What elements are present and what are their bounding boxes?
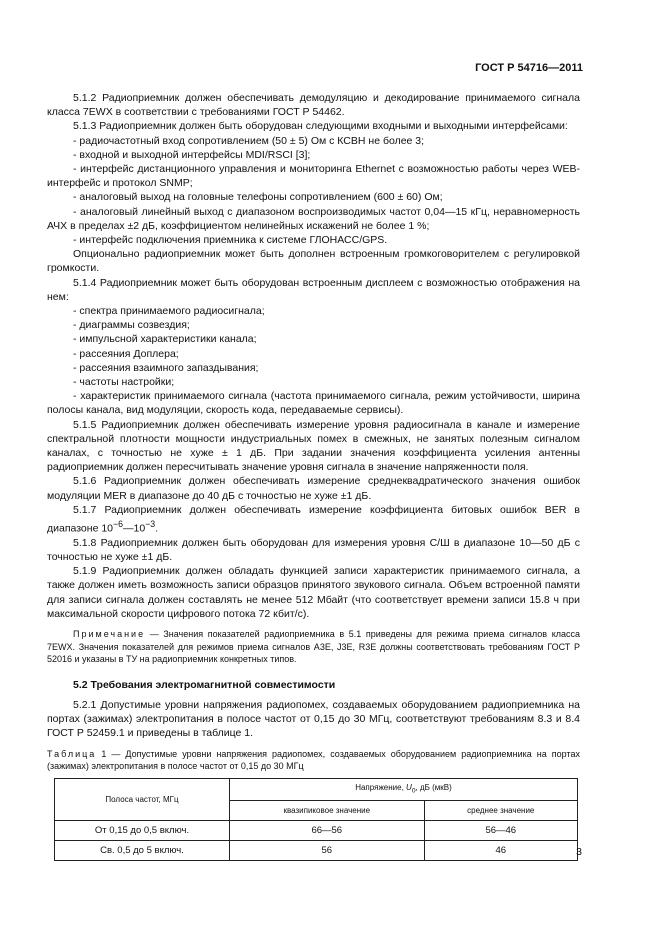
cell-quasi-peak: 66—56 [230, 821, 425, 841]
list-item: - рассеяния Доплера; [73, 347, 179, 360]
list-item: - интерфейс подключения приемника к системе ГЛОНАСС/GPS. [73, 234, 388, 247]
voltage-label: Напряжение, [355, 782, 407, 792]
cell-band: Св. 0,5 до 5 включ. [55, 841, 230, 861]
paragraph-5-1-4: 5.1.4 Радиоприемник может быть оборудован встроенным дисплеем с возможностью отображения на нем: [47, 276, 580, 303]
list-item: - радиочастотный вход сопротивлением (50 ± 5) Ом с КСВН не более 3; [73, 134, 425, 147]
note [47, 628, 580, 666]
list-item: - импульсной характеристики канала; [73, 333, 257, 346]
voltage-unit: , дБ (мкВ) [415, 782, 452, 792]
ber-exponent-high: −3 [145, 519, 156, 530]
cell-band: От 0,15 до 0,5 включ. [55, 821, 230, 841]
list-item: - спектра принимаемого радиосигнала; [73, 305, 265, 318]
note-text: — Значения показателей радиоприемника в 5.1 приведены для режима приема сигналов класса 7EWX. Значения показателей для режимов приема сигналов A3E, J3E, R3E должны соответствовать требованиям ГОСТ Р 52016 и указаны в ТУ на радиоприемник конкретных типов. [47, 629, 580, 665]
column-header-average: среднее значение [424, 801, 577, 821]
list-item: - диаграммы созвездия; [73, 319, 190, 332]
emission-limits-table [54, 778, 578, 861]
ber-text: 5.1.7 Радиоприемник должен обеспечивать измерение коэффициента битовых ошибок BER в диапазоне 10 [47, 503, 580, 535]
section-title-5-2: 5.2 Требования электромагнитной совместимости [73, 678, 336, 691]
voltage-subscript: 0 [411, 787, 416, 795]
paragraph-5-1-5: 5.1.5 Радиоприемник должен обеспечивать измерение уровня радиосигнала в канале и измерение спектральной плотности мощности индустриальных помех в смежных, не занятых полезным сигналом каналах, с точностью не хуже ± 1 дБ. При задании значения коэффициента усиления антенны радиоприемник должен пересчитывать значение уровня сигнала в значение напряженности поля. [47, 418, 580, 474]
ber-range-dash: —10 [123, 522, 146, 535]
ber-end: . [155, 522, 159, 535]
paragraph-5-1-7 [47, 503, 580, 536]
list-item: - аналоговый выход на головные телефоны сопротивлением (600 ± 60) Ом; [73, 191, 443, 204]
paragraph-5-1-8: 5.1.8 Радиоприемник должен быть оборудован для измерения уровня С/Ш в диапазоне 10—50 дБ с точностью не хуже ±1 дБ. [47, 536, 580, 563]
paragraph-optional-speaker: Опционально радиоприемник может быть дополнен встроенным громкоговорителем с регулировкой громкости. [47, 248, 580, 275]
note-label: Примечание [73, 629, 146, 640]
paragraph-5-1-6: 5.1.6 Радиоприемник должен обеспечивать измерение среднеквадратического значения ошибок модуляции MER в диапазоне до 40 дБ с точностью не хуже ±1 дБ. [47, 475, 580, 502]
paragraph-5-1-3: 5.1.3 Радиоприемник должен быть оборудован следующими входными и выходными интерфейсами: [73, 120, 568, 133]
list-item: - интерфейс дистанционного управления и мониторинга Ethernet с возможностью работы через WEB-интерфейс и протокол SNMP; [47, 163, 580, 190]
list-item: - рассеяния взаимного запаздывания; [73, 361, 259, 374]
list-item: - аналоговый линейный выход с диапазоном воспроизводимых частот 0,04—15 кГц, неравномерность АЧХ в пределах ±2 дБ, коэффициентом нелинейных искажений не более 1 %; [47, 205, 580, 232]
table-row [55, 841, 578, 861]
paragraph-5-1-2: 5.1.2 Радиоприемник должен обеспечивать демодуляцию и декодирование принимаемого сигнала класса 7EWX в соответствии с требованиями ГОСТ Р 54462. [47, 92, 580, 119]
column-header-band: Полоса частот, МГц [55, 779, 230, 821]
voltage-symbol: U [406, 782, 412, 792]
cell-average: 56—46 [424, 821, 577, 841]
column-header-quasi-peak: квазипиковое значение [230, 801, 425, 821]
table-caption-text: 1 — Допустимые уровни напряжения радиопомех, создаваемых оборудованием радиоприемника на портах (зажимах) электропитания в полосе частот от 0,15 до 30 МГц [47, 749, 580, 772]
column-header-voltage [230, 779, 578, 801]
paragraph-5-1-9: 5.1.9 Радиоприемник должен обладать функцией записи характеристик принимаемого сигнала, а также должен иметь возможность записи образцов принятого звукового сигнала. Объем встроенной памяти для записи сигнала должен составлять не менее 512 Мбайт (что соответствует времени записи 15.8 ч при максимальной скорости цифрового потока 72 кбит/с). [47, 565, 580, 620]
list-item: - входной и выходной интерфейсы MDI/RSCI [3]; [73, 148, 311, 161]
document-id: ГОСТ Р 54716—2011 [475, 62, 583, 74]
cell-quasi-peak: 56 [230, 841, 425, 861]
table-row [55, 821, 578, 841]
list-item: - характеристик принимаемого сигнала (частота принимаемого сигнала, режим устойчивости, ширина полосы канала, вид модуляции, скорость кода, передаваемые сервисы). [47, 390, 580, 417]
page-body [47, 91, 580, 861]
list-item: - частоты настройки; [73, 376, 175, 389]
cell-average: 46 [424, 841, 577, 861]
table-caption-label: Таблица [47, 749, 97, 760]
page-number: 3 [576, 846, 582, 858]
paragraph-5-2-1: 5.2.1 Допустимые уровни напряжения радиопомех, создаваемых оборудованием радиоприемника на портах (зажимах) электропитания в полосе частот от 0,15 до 30 МГц, соответствуют требованиям 8.3 и 8.4 ГОСТ Р 52459.1 и приведены в таблице 1. [47, 698, 580, 740]
ber-exponent-low: −6 [113, 519, 123, 530]
table-caption [47, 748, 580, 772]
